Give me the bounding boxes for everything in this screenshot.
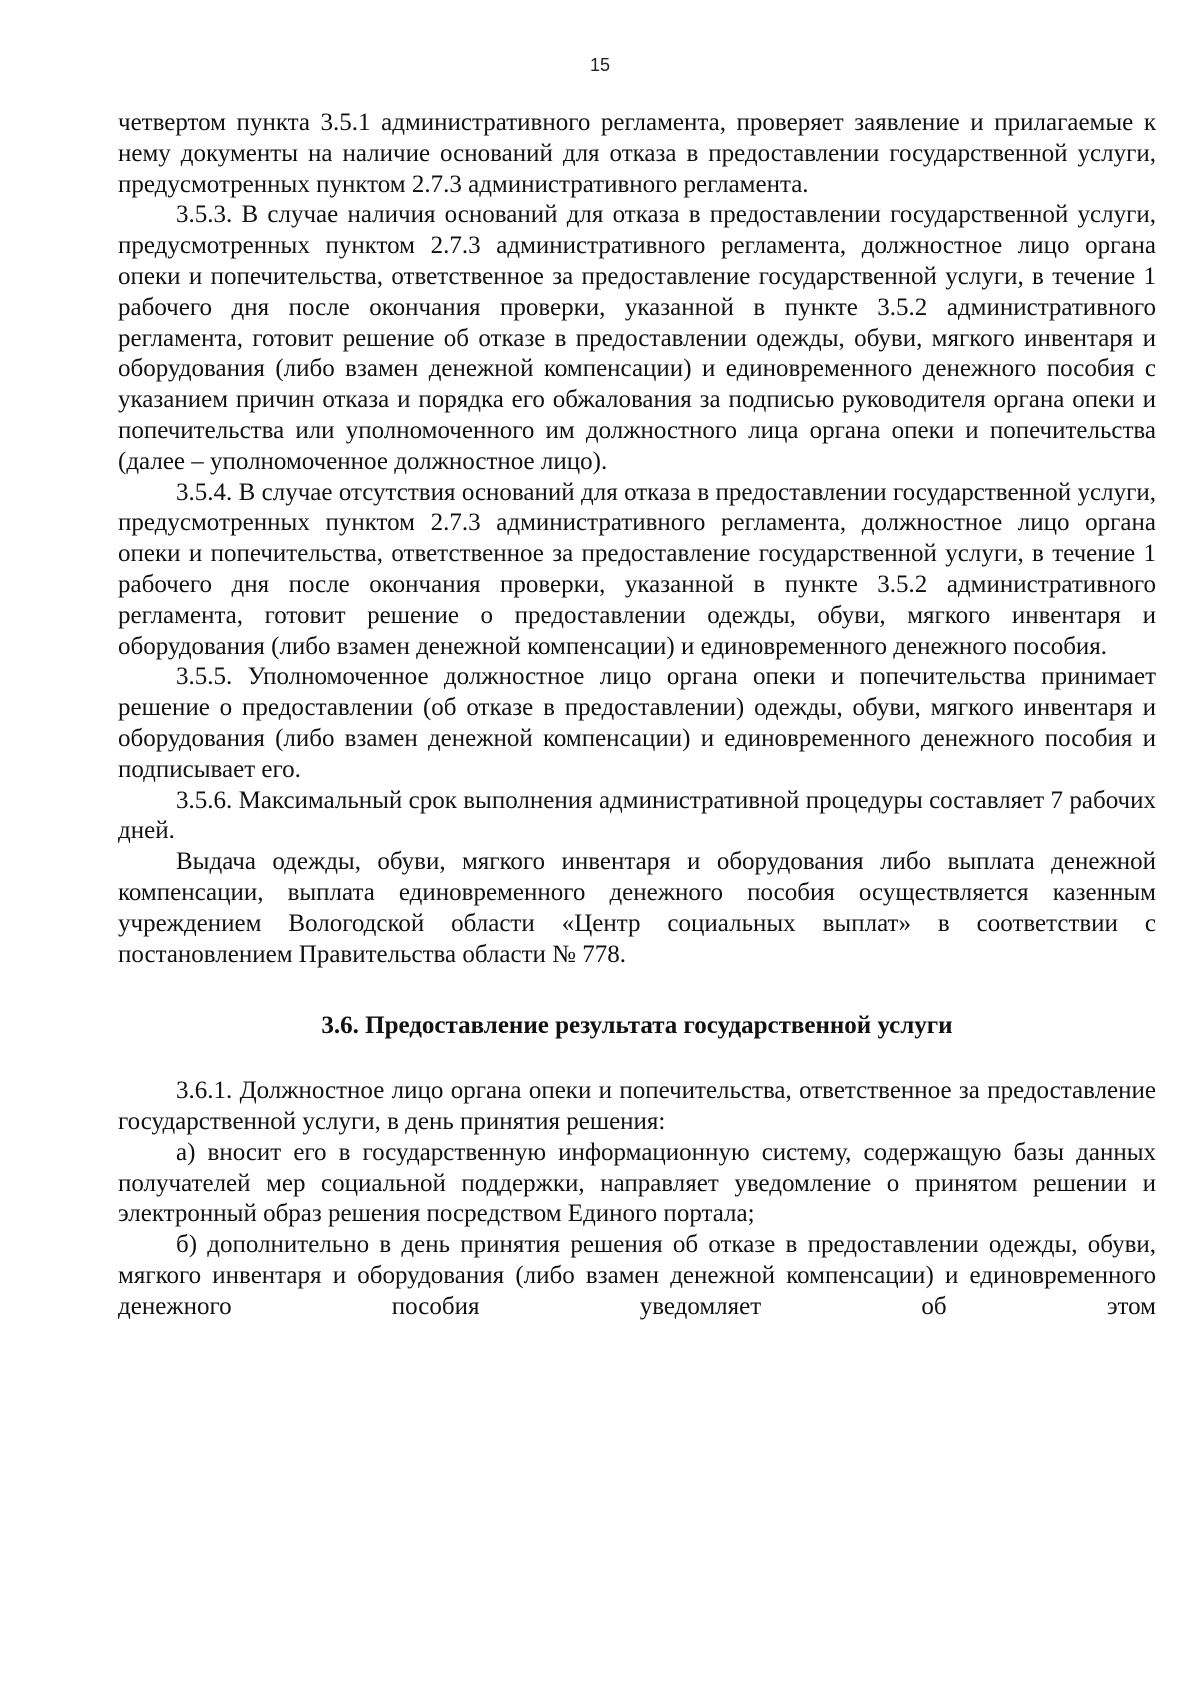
paragraph-3-5-5: 3.5.5. Уполномоченное должностное лицо органа опеки и попечительства принимает решение о предоставлении (об отказе в предоставлении) одежды, обуви, мягкого инвентаря и оборудования (либо взамен денежной компенсации) и единовременного денежного пособия и подписывает его. bbox=[118, 663, 1156, 783]
paragraph-payment-note: Выдача одежды, обуви, мягкого инвентаря и оборудования либо выплата денежной компенсации, выплата единовременного денежного пособия осуществляется казенным учреждением Вологодской области «Центр социальных выплат» в соответствии с постановлением Правительства области № 778. bbox=[118, 848, 1156, 968]
document-body bbox=[118, 108, 1156, 1322]
page-number: 15 bbox=[589, 55, 611, 75]
paragraph-3-6-1: 3.6.1. Должностное лицо органа опеки и попечительства, ответственное за предоставление государственной услуги, в день принятия решения: bbox=[118, 1077, 1156, 1135]
section-heading: 3.6. Предоставление результата государственной услуги bbox=[321, 1012, 953, 1040]
list-item-a: а) вносит его в государственную информационную систему, содержащую базы данных получателей мер социальной поддержки, направляет уведомление о принятом решении и электронный образ решения посредством Единого портала; bbox=[118, 1138, 1156, 1228]
paragraph-3-5-4: 3.5.4. В случае отсутствия оснований для отказа в предоставлении государственной услуги, предусмотренных пунктом 2.7.3 административного регламента, должностное лицо органа опеки и попечительства, ответственное за предоставление государственной услуги, в течение 1 рабочего дня после окончания проверки, указанной в пункте 3.5.2 административного регламента, готовит решение о предоставлении одежды, обуви, мягкого инвентаря и оборудования (либо взамен денежной компенсации) и единовременного денежного пособия. bbox=[118, 478, 1156, 660]
list-item-b: б) дополнительно в день принятия решения об отказе в предоставлении одежды, обуви, мягкого инвентаря и оборудования (либо взамен денежной компенсации) и единовременного денежного пособия уведомляет об этом bbox=[118, 1231, 1156, 1320]
paragraph-3-5-6: 3.5.6. Максимальный срок выполнения административной процедуры составляет 7 рабочих дней. bbox=[118, 786, 1156, 845]
paragraph-continuation: четвертом пункта 3.5.1 административного регламента, проверяет заявление и прилагаемые к нему документы на наличие оснований для отказа в предоставлении государственной услуги, предусмотренных пунктом 2.7.3 административного регламента. bbox=[118, 109, 1156, 198]
paragraph-3-5-3: 3.5.3. В случае наличия оснований для отказа в предоставлении государственной услуги, предусмотренных пунктом 2.7.3 административного регламента, должностное лицо органа опеки и попечительства, ответственное за предоставление государственной услуги, в течение 1 рабочего дня после окончания проверки, указанной в пункте 3.5.2 административного регламента, готовит решение об отказе в предоставлении одежды, обуви, мягкого инвентаря и оборудования (либо взамен денежной компенсации) и единовременного денежного пособия с указанием причин отказа и порядка его обжалования за подписью руководителя органа опеки и попечительства или уполномоченного им должностного лица органа опеки и попечительства (далее – уполномоченное должностное лицо). bbox=[118, 201, 1156, 475]
